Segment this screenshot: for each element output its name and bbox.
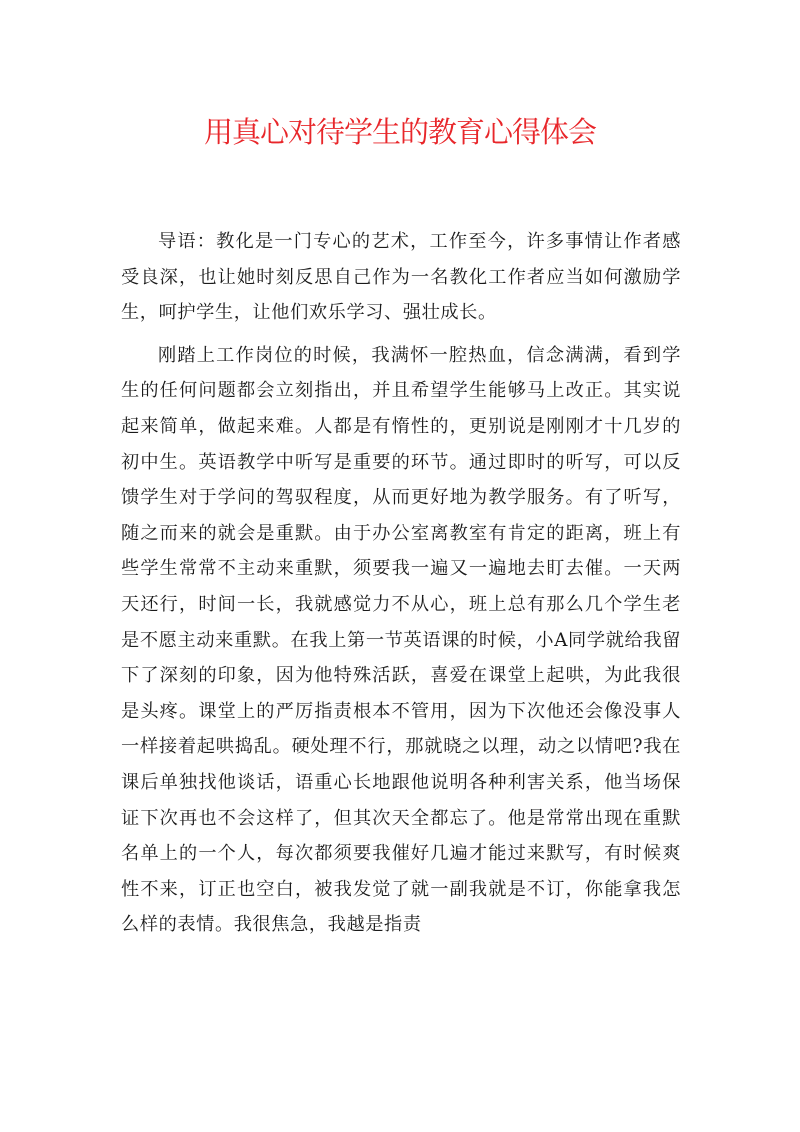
paragraph-intro: 导语：教化是一门专心的艺术，工作至今，许多事情让作者感受良深，也让她时刻反思自己作为一名教化工作者应当如何激励学生，呵护学生，让他们欢乐学习、强壮成长。 bbox=[121, 231, 681, 324]
document-body bbox=[121, 224, 681, 943]
paragraph-main: 刚踏上工作岗位的时候，我满怀一腔热血，信念满满，看到学生的任何问题都会立刻指出，并且希望学生能够马上改正。其实说起来简单，做起来难。人都是有惰性的，更别说是刚刚才十几岁的初中生。英语教学中听写是重要的环节。通过即时的听写，可以反馈学生对于学问的驾驭程度，从而更好地为教学服务。有了听写，随之而来的就会是重默。由于办公室离教室有肯定的距离，班上有些学生常常不主动来重默，须要我一遍又一遍地去盯去催。一天两天还行，时间一长，我就感觉力不从心，班上总有那么几个学生老是不愿主动来重默。在我上第一节英语课的时候，小A同学就给我留下了深刻的印象，因为他特殊活跃，喜爱在课堂上起哄，为此我很是头疼。课堂上的严厉指责根本不管用，因为下次他还会像没事人一样接着起哄捣乱。硬处理不行，那就晓之以理，动之以情吧?我在课后单独找他谈话，语重心长地跟他说明各种利害关系，他当场保证下次再也不会这样了，但其次天全都忘了。他是常常出现在重默名单上的一个人，每次都须要我催好几遍才能过来默写，有时候爽性不来，订正也空白，被我发觉了就一副我就是不订，你能拿我怎么样的表情。我很焦急，我越是指责 bbox=[121, 344, 681, 936]
document-title: 用真心对待学生的教育心得体会 bbox=[203, 115, 596, 149]
